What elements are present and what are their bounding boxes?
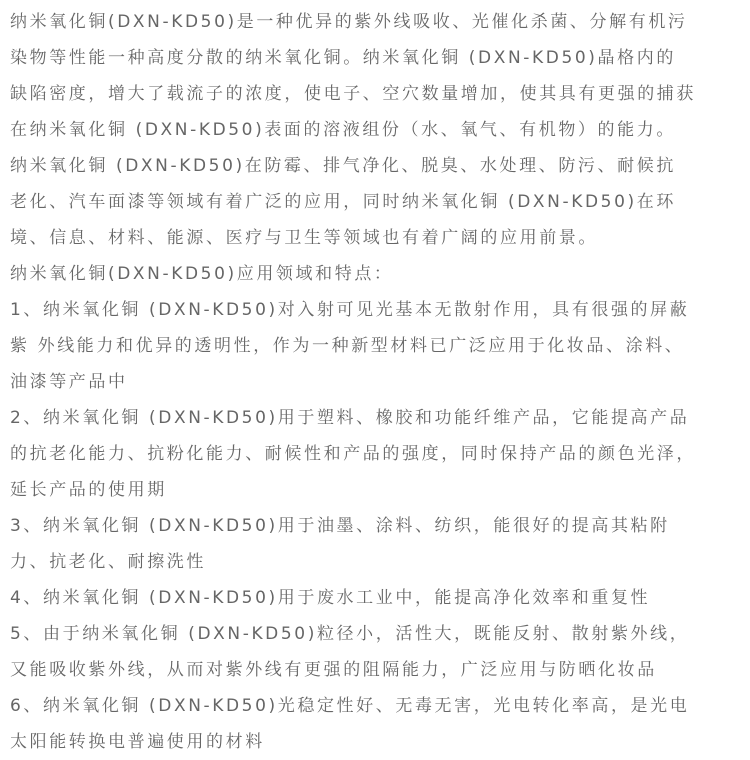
text-line: 老化、汽车面漆等领域有着广泛的应用，同时纳米氧化铜 (DXN-KD50)在环 <box>10 192 676 212</box>
list-item-line: 1、纳米氧化铜 (DXN-KD50)对入射可见光基本无散射作用，具有很强的屏蔽 <box>10 300 690 320</box>
text-line: 纳米氧化铜(DXN-KD50)是一种优异的紫外线吸收、光催化杀菌、分解有机污 <box>10 12 688 32</box>
list-item-line: 又能吸收紫外线，从而对紫外线有更强的阻隔能力，广泛应用与防晒化妆品 <box>10 660 657 680</box>
text-line: 在纳米氧化铜 (DXN-KD50)表面的溶液组份（水、氧气、有机物）的能力。 <box>10 120 676 140</box>
list-item-line: 紫 外线能力和优异的透明性，作为一种新型材料已广泛应用于化妆品、涂料、 <box>10 336 685 356</box>
list-item-line: 油漆等产品中 <box>10 372 128 392</box>
list-item-line: 4、纳米氧化铜 (DXN-KD50)用于废水工业中，能提高净化效率和重复性 <box>10 588 651 608</box>
list-item-line: 6、纳米氧化铜 (DXN-KD50)光稳定性好、无毒无害，光电转化率高，是光电 <box>10 696 690 716</box>
list-item-line: 5、由于纳米氧化铜 (DXN-KD50)粒径小，活性大，既能反射、散射紫外线， <box>10 624 690 644</box>
section-heading: 纳米氧化铜(DXN-KD50)应用领域和特点： <box>10 264 394 284</box>
text-line: 染物等性能一种高度分散的纳米氧化铜。纳米氧化铜 (DXN-KD50)晶格内的 <box>10 48 676 68</box>
list-item-line: 3、纳米氧化铜 (DXN-KD50)用于油墨、涂料、纺织，能很好的提高其粘附 <box>10 516 670 536</box>
text-line: 纳米氧化铜 (DXN-KD50)在防霉、排气净化、脱臭、水处理、防污、耐候抗 <box>10 156 676 176</box>
list-item-line: 的抗老化能力、抗粉化能力、耐候性和产品的强度，同时保持产品的颜色光泽， <box>10 444 696 464</box>
text-line: 缺陷密度，增大了载流子的浓度，使电子、空穴数量增加，使其具有更强的捕获 <box>10 84 696 104</box>
list-item-line: 力、抗老化、耐擦洗性 <box>10 552 206 572</box>
list-item-line: 2、纳米氧化铜 (DXN-KD50)用于塑料、橡胶和功能纤维产品，它能提高产品 <box>10 408 690 428</box>
list-item-line: 延长产品的使用期 <box>10 480 167 500</box>
text-line: 境、信息、材料、能源、医疗与卫生等领域也有着广阔的应用前景。 <box>10 228 598 248</box>
list-item-line: 太阳能转换电普遍使用的材料 <box>10 732 265 752</box>
